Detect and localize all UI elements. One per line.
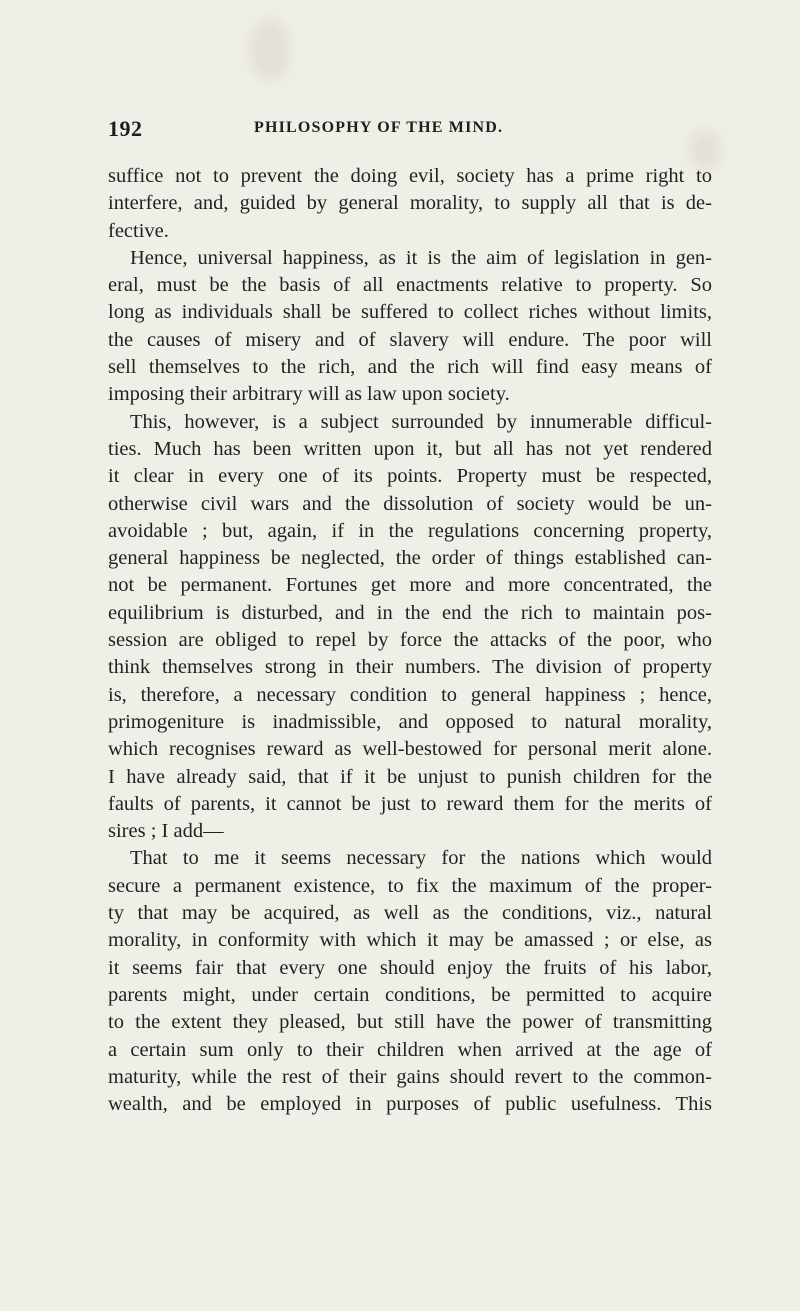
text-line: sires ; I add—: [108, 820, 224, 843]
page-header: [108, 116, 712, 148]
text-line: to the extent they pleased, but still have the power of transmitting: [108, 1011, 712, 1034]
text-line: ties. Much has been written upon it, but all has not yet rendered: [108, 437, 712, 460]
text-line: it clear in every one of its points. Property must be respected,: [108, 465, 712, 488]
text-line: suffice not to prevent the doing evil, society has a prime right to: [108, 165, 712, 187]
text-line: primogeniture is inadmissible, and opposed to natural morality,: [108, 710, 712, 733]
text-line: Hence, universal happiness, as it is the aim of legislation in gen-: [130, 246, 712, 269]
text-line: This, however, is a subject surrounded by innumerable difficul-: [130, 410, 712, 433]
text-line: sell themselves to the rich, and the rich will find easy means of: [108, 356, 712, 379]
text-line: fective.: [108, 219, 169, 242]
page-number: 192: [108, 116, 143, 141]
text-line: I have already said, that if it be unjust to punish children for the: [108, 765, 712, 788]
text-line: a certain sum only to their children when arrived at the age of: [108, 1038, 712, 1061]
text-line: avoidable ; but, again, if in the regulations concerning property,: [108, 519, 712, 542]
text-line: That to me it seems necessary for the nations which would: [130, 847, 712, 870]
text-line: ty that may be acquired, as well as the conditions, viz., natural: [108, 902, 712, 925]
text-line: imposing their arbitrary will as law upon society.: [108, 383, 510, 406]
text-line: is, therefore, a necessary condition to general happiness ; hence,: [108, 683, 712, 706]
text-line: wealth, and be employed in purposes of public usefulness. This: [108, 1093, 712, 1116]
paper-stain: [250, 20, 290, 80]
running-head: PHILOSOPHY OF THE MIND.: [254, 119, 504, 136]
text-line: eral, must be the basis of all enactments relative to property. So: [108, 274, 712, 297]
text-line: session are obliged to repel by force the attacks of the poor, who: [108, 629, 712, 652]
text-line: interfere, and, guided by general morality, to supply all that is de-: [108, 192, 712, 215]
text-line: morality, in conformity with which it may be amassed ; or else, as: [108, 929, 712, 952]
body-text: [108, 163, 712, 1118]
text-line: equilibrium is disturbed, and in the end the rich to maintain pos-: [108, 601, 712, 624]
text-line: general happiness be neglected, the order of things established can-: [108, 547, 712, 570]
text-line: secure a permanent existence, to fix the maximum of the proper-: [108, 874, 712, 897]
text-line: not be permanent. Fortunes get more and more concentrated, the: [108, 574, 712, 597]
text-line: otherwise civil wars and the dissolution of society would be un-: [108, 492, 712, 515]
text-line: it seems fair that every one should enjoy the fruits of his labor,: [108, 956, 712, 979]
text-line: long as individuals shall be suffered to collect riches without limits,: [108, 301, 712, 324]
text-line: which recognises reward as well-bestowed for personal merit alone.: [108, 738, 712, 761]
text-line: parents might, under certain conditions, be permitted to acquire: [108, 983, 712, 1006]
text-line: faults of parents, it cannot be just to reward them for the merits of: [108, 792, 712, 815]
text-line: maturity, while the rest of their gains should revert to the common-: [108, 1065, 712, 1088]
text-line: the causes of misery and of slavery will endure. The poor will: [108, 328, 712, 351]
text-line: think themselves strong in their numbers. The division of property: [108, 656, 712, 679]
